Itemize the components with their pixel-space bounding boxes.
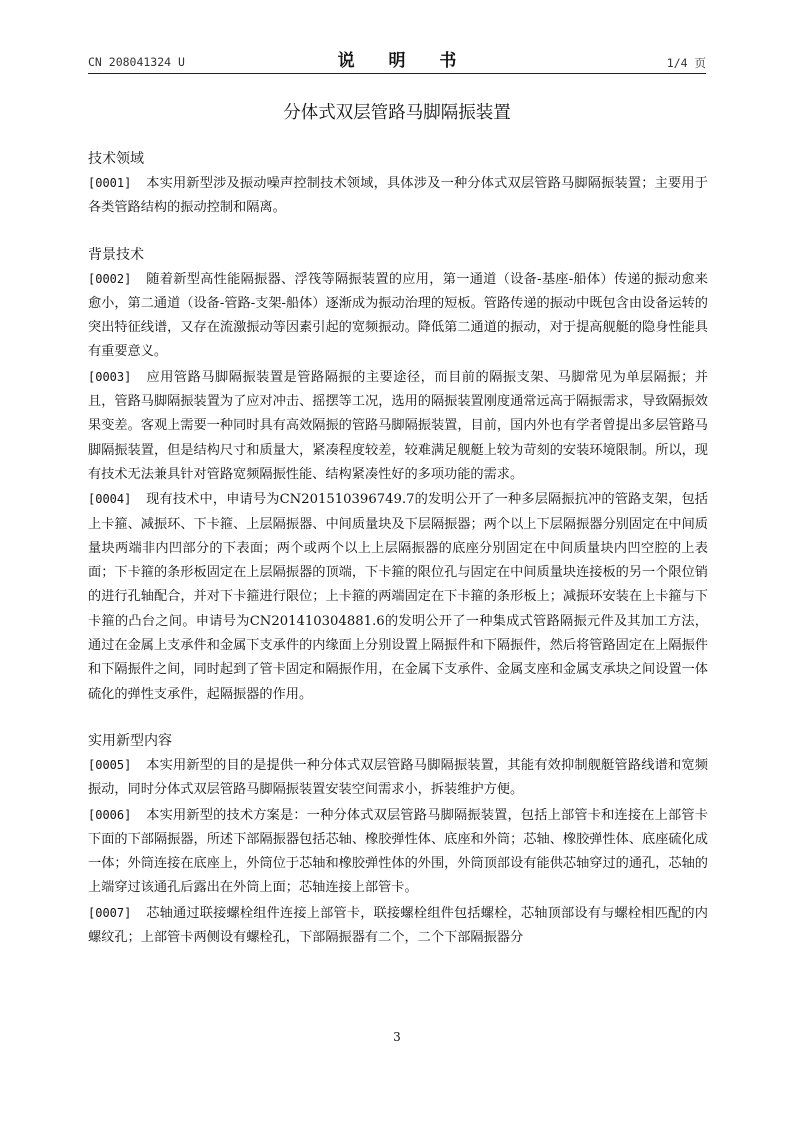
document-body	[88, 147, 708, 950]
section-heading: 背景技术	[88, 246, 144, 263]
paragraph-number: [0007]	[88, 905, 132, 920]
paragraph	[88, 487, 708, 707]
paragraph-number: [0004]	[88, 492, 132, 507]
document-title: 分体式双层管路马脚隔振装置	[283, 103, 511, 123]
paragraph-number: [0002]	[88, 271, 132, 286]
section-heading: 技术领域	[88, 151, 144, 167]
paragraph	[88, 753, 708, 803]
paragraph-text: 本实用新型的目的是提供一种分体式双层管路马脚隔振装置，其能有效抑制舰艇管路线谱和宽频振动，同时分体式双层管路马脚隔振装置安装空间需求小，拆装维护方便。	[88, 757, 708, 798]
paragraph	[88, 901, 708, 951]
paragraph-text: 芯轴通过联接螺栓组件连接上部管卡，联接螺栓组件包括螺栓，芯轴顶部设有与螺栓相匹配的内螺纹孔；上部管卡两侧设有螺栓孔，下部隔振器有二个，二个下部隔振器分	[88, 905, 708, 946]
paragraph-text: 现有技术中，申请号为CN201510396749.7的发明公开了一种多层隔振抗冲的管路支架，包括上卡箍、减振环、下卡箍、上层隔振器、中间质量块及下层隔振器；两个以上下层隔振器分别固定在中间质量块两端非内凹部分的下表面；两个或两个以上上层隔振器的底座分别固定在中间质量块内凹空腔的上表面；下卡箍的条形板固定在上层隔振器的顶端，下卡箍的限位孔与固定在中间质量块连接板的另一个限位销的进行孔轴配合，并对下卡箍进行限位；上卡箍的两端固定在下卡箍的条形板上；减振环安装在上卡箍与下卡箍的凸台之间。申请号为CN201410304881.6的发明公开了一种集成式管路隔振元件及其加工方法，通过在金属上支承件和金属下支承件的内缘面上分别设置上隔振件和下隔振件，然后将管路固定在上隔振件和下隔振件之间，同时起到了管卡固定和隔振作用，在金属下支承件、金属支座和金属支承块之间设置一体硫化的弹性支承件，起隔振器的作用。	[88, 492, 708, 702]
page-number: 3	[393, 1030, 401, 1044]
header-divider	[88, 73, 706, 74]
page-count: 1/4 页	[666, 56, 706, 70]
section-utility-content	[88, 729, 708, 950]
paragraph	[88, 803, 708, 901]
paragraph	[88, 171, 708, 221]
paragraph	[88, 365, 708, 487]
paragraph-number: [0001]	[88, 176, 132, 190]
document-type: 说 明 书	[337, 51, 471, 71]
paragraph-text: 随着新型高性能隔振器、浮筏等隔振装置的应用，第一通道（设备-基座-船体）传递的振动愈来愈小，第二通道（设备-管路-支架-船体）逐渐成为振动治理的短板。管路传递的振动中既包含由设备运转的突出特征线谱，又存在流激振动等因素引起的宽频振动。降低第二通道的振动，对于提高舰艇的隐身性能具有重要意义。	[88, 271, 708, 360]
paragraph	[88, 267, 708, 365]
paragraph-text: 本实用新型涉及振动噪声控制技术领域，具体涉及一种分体式双层管路马脚隔振装置；主要用于各类管路结构的振动控制和隔离。	[88, 176, 708, 216]
patent-number: CN 208041324 U	[88, 55, 185, 69]
section-background	[88, 243, 708, 707]
paragraph-number: [0003]	[88, 369, 132, 384]
section-technical-field	[88, 147, 708, 221]
paragraph-number: [0006]	[88, 807, 132, 822]
paragraph-text: 本实用新型的技术方案是：一种分体式双层管路马脚隔振装置，包括上部管卡和连接在上部管卡下面的下部隔振器，所述下部隔振器包括芯轴、橡胶弹性体、底座和外筒；芯轴、橡胶弹性体、底座硫化成一体；外筒连接在底座上，外筒位于芯轴和橡胶弹性体的外围，外筒顶部设有能供芯轴穿过的通孔，芯轴的上端穿过该通孔后露出在外筒上面；芯轴连接上部管卡。	[88, 807, 708, 896]
paragraph-number: [0005]	[88, 757, 132, 772]
section-heading: 实用新型内容	[88, 732, 172, 749]
paragraph-text: 应用管路马脚隔振装置是管路隔振的主要途径，而目前的隔振支架、马脚常见为单层隔振；并且，管路马脚隔振装置为了应对冲击、摇摆等工况，选用的隔振装置刚度通常远高于隔振需求，导致隔振效果变差。客观上需要一种同时具有高效隔振的管路马脚隔振装置，目前，国内外也有学者曾提出多层管路马脚隔振装置，但是结构尺寸和质量大，紧凑程度较差，较难满足舰艇上较为苛刻的安装环境限制。所以，现有技术无法兼具针对管路宽频隔振性能、结构紧凑性好的多项功能的需求。	[88, 369, 708, 482]
page-header	[88, 44, 706, 74]
